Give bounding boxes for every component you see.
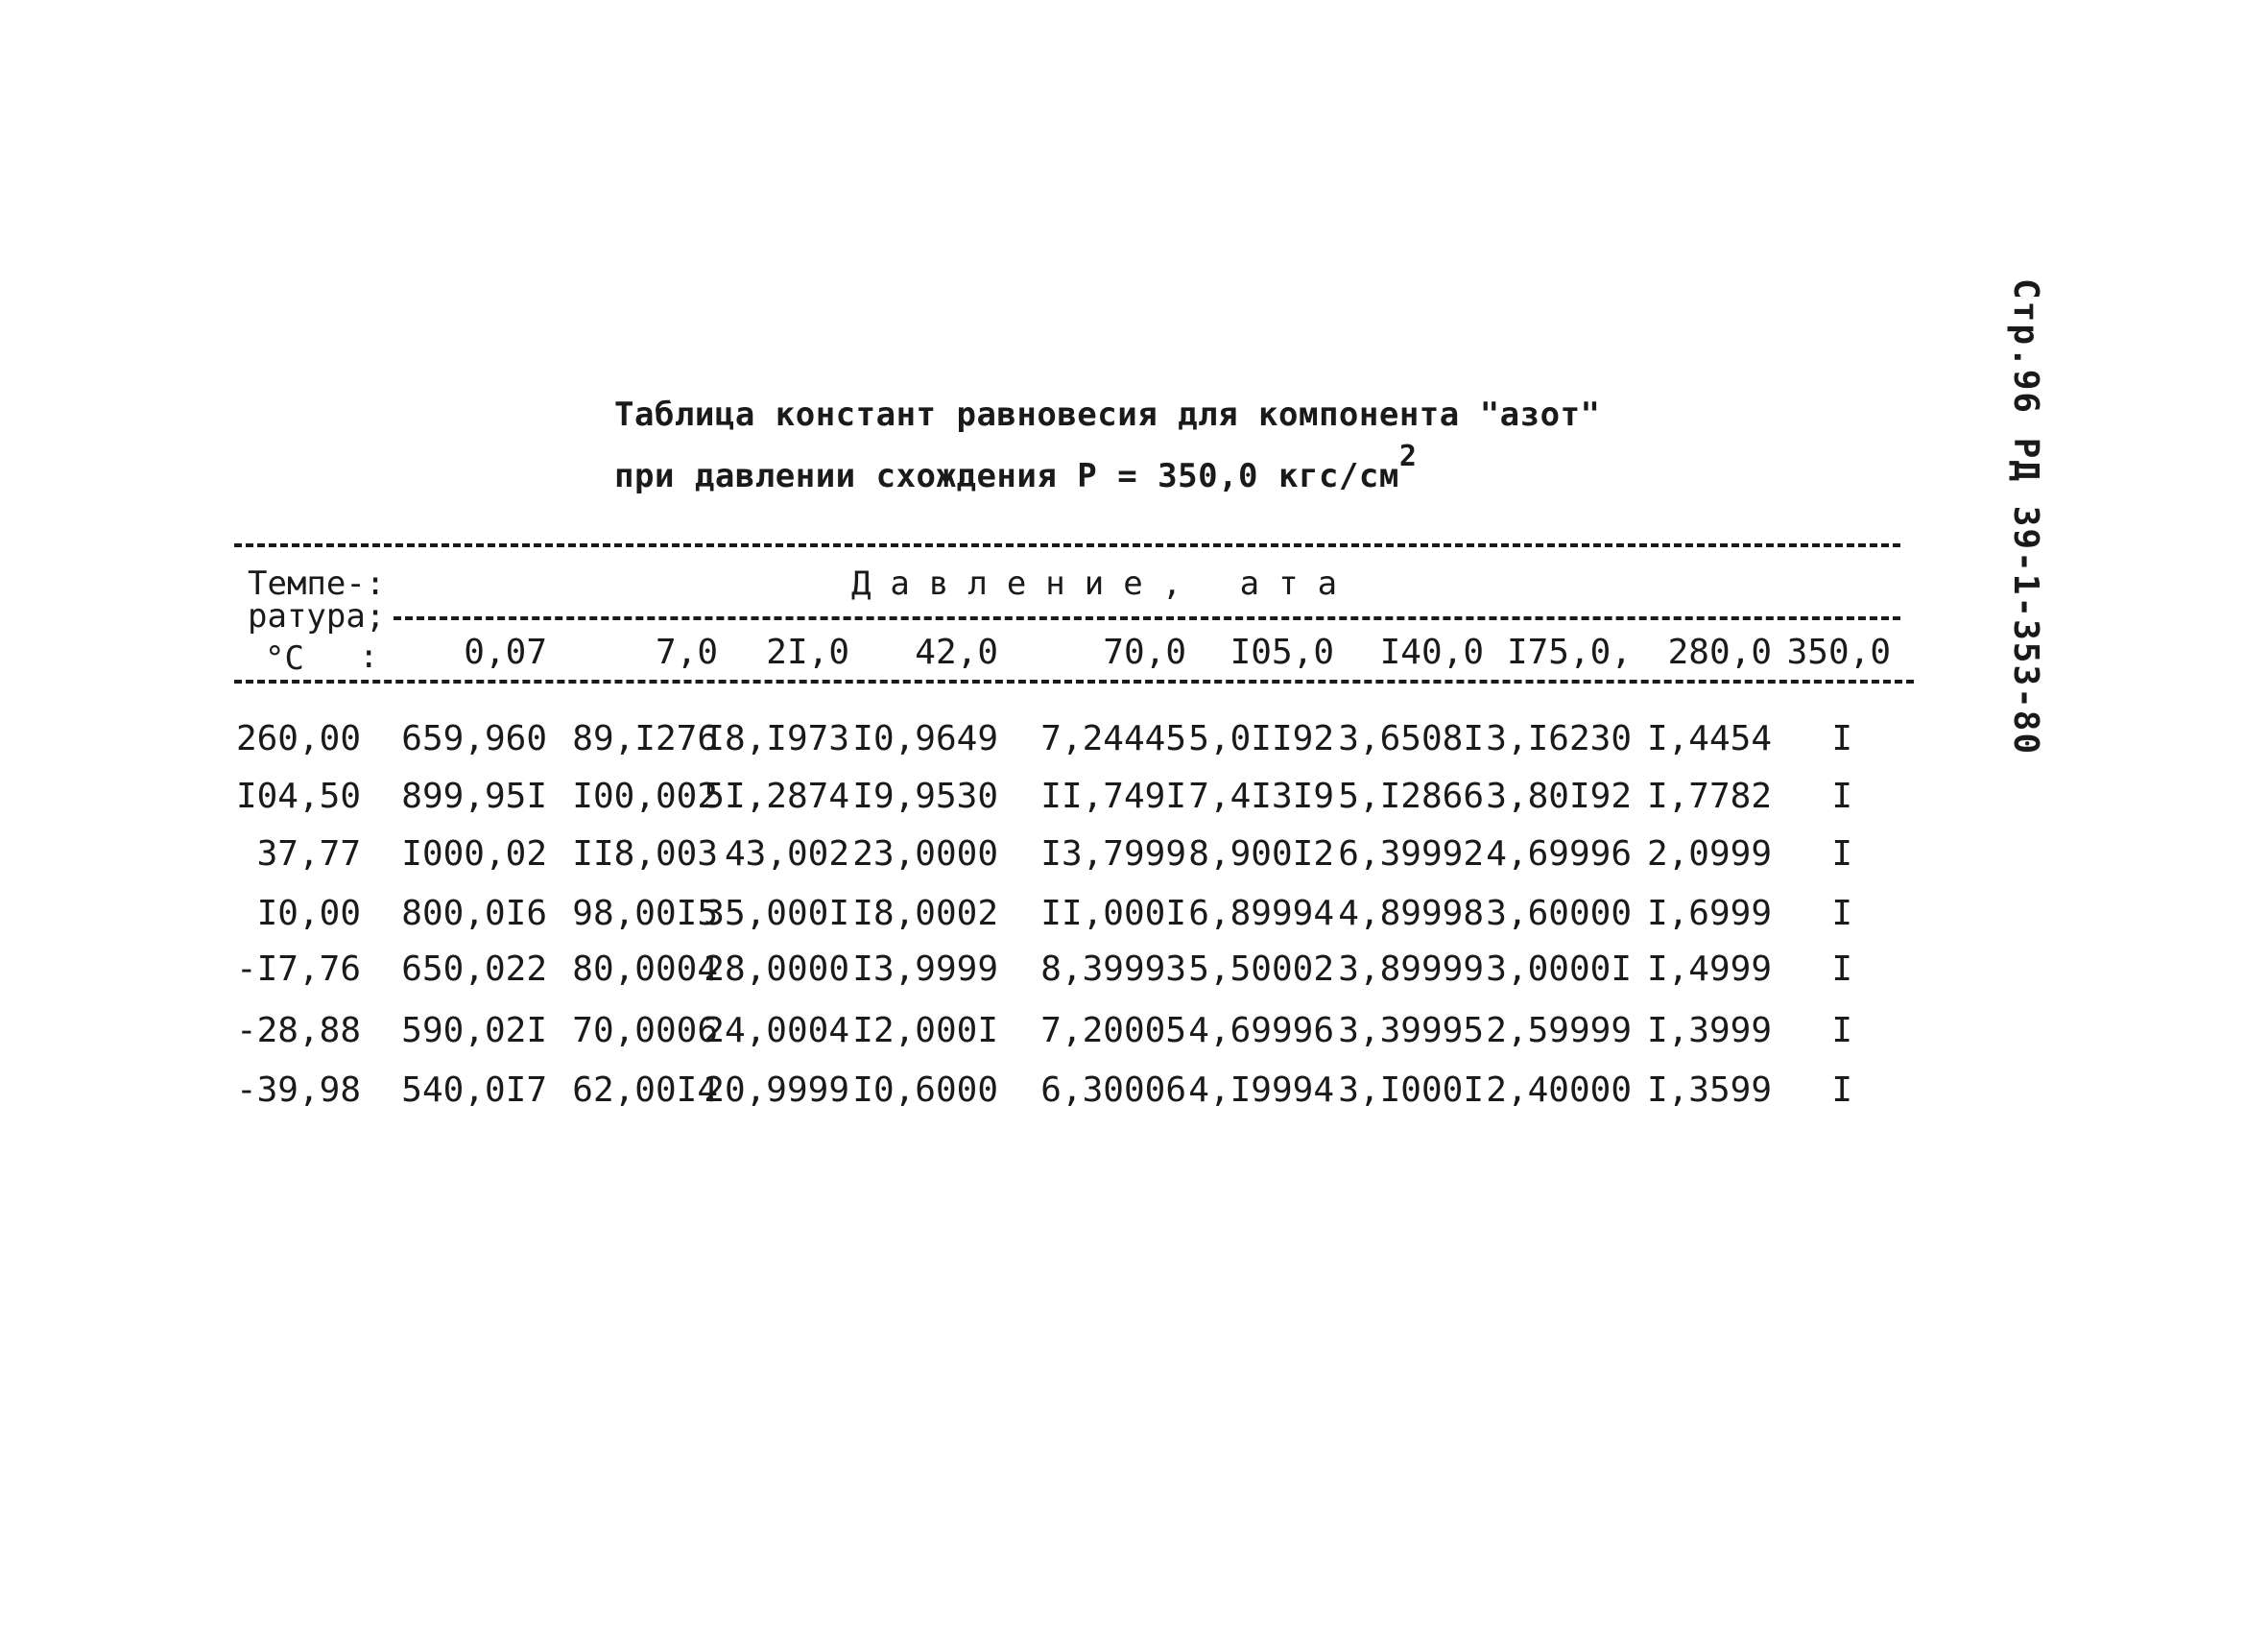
- table-cell: 8,39993: [1040, 949, 1186, 989]
- table-cell: 3,I000I: [1338, 1070, 1484, 1110]
- row-temperature: I0,00: [256, 894, 361, 933]
- table-cell: I: [1831, 949, 1852, 989]
- table-cell: 2,0999: [1646, 834, 1772, 874]
- table-cell: 650,022: [401, 949, 547, 989]
- table-cell: 3,39995: [1338, 1011, 1484, 1050]
- table-cell: 98,00I5: [572, 894, 718, 933]
- table-cell: II8,003: [572, 834, 718, 874]
- table-cell: 3,0000I: [1486, 949, 1632, 989]
- title-line-1: Таблица констант равновесия для компонента "азот": [614, 396, 1601, 434]
- table-cell: 3,60000: [1486, 894, 1632, 933]
- table-cell: 5,0II92: [1188, 719, 1334, 758]
- table-cell: 24,0004: [704, 1011, 849, 1050]
- column-header: 350,0: [1786, 633, 1891, 672]
- table-cell: 7,20005: [1040, 1011, 1186, 1050]
- header-bottom-rule: [234, 680, 1914, 684]
- table-cell: 659,960: [401, 719, 547, 758]
- header-mid-rule: [394, 616, 1900, 620]
- table-cell: 89,I276: [572, 719, 718, 758]
- table-cell: I000,02: [401, 834, 547, 874]
- column-header: 70,0: [1103, 633, 1186, 672]
- table-cell: I8,0002: [852, 894, 998, 933]
- table-cell: I,4999: [1646, 949, 1772, 989]
- column-header: 2I,0: [766, 633, 849, 672]
- table-cell: 899,95I: [401, 777, 547, 816]
- table-cell: 5I,2874: [704, 777, 849, 816]
- table-cell: 8,900I2: [1188, 834, 1334, 874]
- table-cell: I00,002: [572, 777, 718, 816]
- column-header: 7,0: [655, 633, 718, 672]
- table-cell: 800,0I6: [401, 894, 547, 933]
- row-temperature: -I7,76: [235, 949, 361, 989]
- document-code: Стр.96 РД 39-1-353-80: [2006, 278, 2045, 757]
- table-top-rule: [234, 543, 1900, 547]
- table-cell: 4,69996: [1486, 834, 1632, 874]
- title-superscript: 2: [1398, 440, 1418, 473]
- table-cell: I: [1831, 777, 1852, 816]
- table-cell: 70,0006: [572, 1011, 718, 1050]
- table-cell: 540,0I7: [401, 1070, 547, 1110]
- table-cell: 5,I2866: [1338, 777, 1484, 816]
- table-cell: II,749I: [1040, 777, 1186, 816]
- table-cell: 3,80I92: [1486, 777, 1632, 816]
- row-temperature: I04,50: [235, 777, 361, 816]
- table-cell: 3,89999: [1338, 949, 1484, 989]
- temp-header-line1: Темпе-:: [248, 565, 386, 603]
- temp-header-line2: ратура;: [248, 597, 386, 636]
- table-cell: 80,0004: [572, 949, 718, 989]
- row-temperature: -28,88: [235, 1011, 361, 1050]
- table-cell: 28,0000: [704, 949, 849, 989]
- row-temperature: -39,98: [235, 1070, 361, 1110]
- table-cell: 4,69996: [1188, 1011, 1334, 1050]
- table-cell: 6,89994: [1188, 894, 1334, 933]
- table-cell: 3,I6230: [1486, 719, 1632, 758]
- title-line-2: [614, 440, 1766, 507]
- temp-header-colon: :: [359, 637, 379, 676]
- table-cell: I,6999: [1646, 894, 1772, 933]
- column-header: I75,0,: [1506, 633, 1632, 672]
- table-cell: 4,I9994: [1188, 1070, 1334, 1110]
- table-cell: I2,000I: [852, 1011, 998, 1050]
- table-cell: 6,39992: [1338, 834, 1484, 874]
- table-cell: 5,50002: [1188, 949, 1334, 989]
- column-header: I05,0: [1229, 633, 1334, 672]
- table-cell: 7,4I3I9: [1188, 777, 1334, 816]
- table-cell: I: [1831, 719, 1852, 758]
- table-cell: 6,30006: [1040, 1070, 1186, 1110]
- pressure-group-header: Давление, ата: [850, 565, 1357, 603]
- table-cell: 2,59999: [1486, 1011, 1632, 1050]
- table-cell: I3,7999: [1040, 834, 1186, 874]
- table-cell: I: [1831, 894, 1852, 933]
- table-cell: I: [1831, 1070, 1852, 1110]
- temp-header-unit: °С: [265, 639, 304, 678]
- table-cell: 62,00I4: [572, 1070, 718, 1110]
- table-cell: I,3599: [1646, 1070, 1772, 1110]
- table-cell: 43,002: [724, 834, 849, 874]
- table-cell: 35,000I: [704, 894, 849, 933]
- column-header: I40,0: [1379, 633, 1484, 672]
- table-title: [614, 384, 1766, 507]
- table-cell: I: [1831, 1011, 1852, 1050]
- table-cell: 20,9999: [704, 1070, 849, 1110]
- table-cell: I: [1831, 834, 1852, 874]
- title-line-2-text: при давлении схождения Р = 350,0 кгс/см: [614, 457, 1399, 495]
- table-cell: I,7782: [1646, 777, 1772, 816]
- table-cell: I0,9649: [852, 719, 998, 758]
- table-cell: 2,40000: [1486, 1070, 1632, 1110]
- table-cell: 4,89998: [1338, 894, 1484, 933]
- table-cell: I9,9530: [852, 777, 998, 816]
- table-cell: I,4454: [1646, 719, 1772, 758]
- column-header: 0,07: [464, 633, 547, 672]
- row-temperature: 37,77: [256, 834, 361, 874]
- table-cell: I8,I973: [704, 719, 849, 758]
- table-cell: 7,24445: [1040, 719, 1186, 758]
- row-temperature: 260,00: [235, 719, 361, 758]
- table-cell: I0,6000: [852, 1070, 998, 1110]
- table-cell: II,000I: [1040, 894, 1186, 933]
- column-header: 42,0: [915, 633, 998, 672]
- table-cell: 3,6508I: [1338, 719, 1484, 758]
- column-header: 280,0: [1667, 633, 1772, 672]
- table-cell: I,3999: [1646, 1011, 1772, 1050]
- table-cell: I3,9999: [852, 949, 998, 989]
- table-cell: 23,0000: [852, 834, 998, 874]
- table-cell: 590,02I: [401, 1011, 547, 1050]
